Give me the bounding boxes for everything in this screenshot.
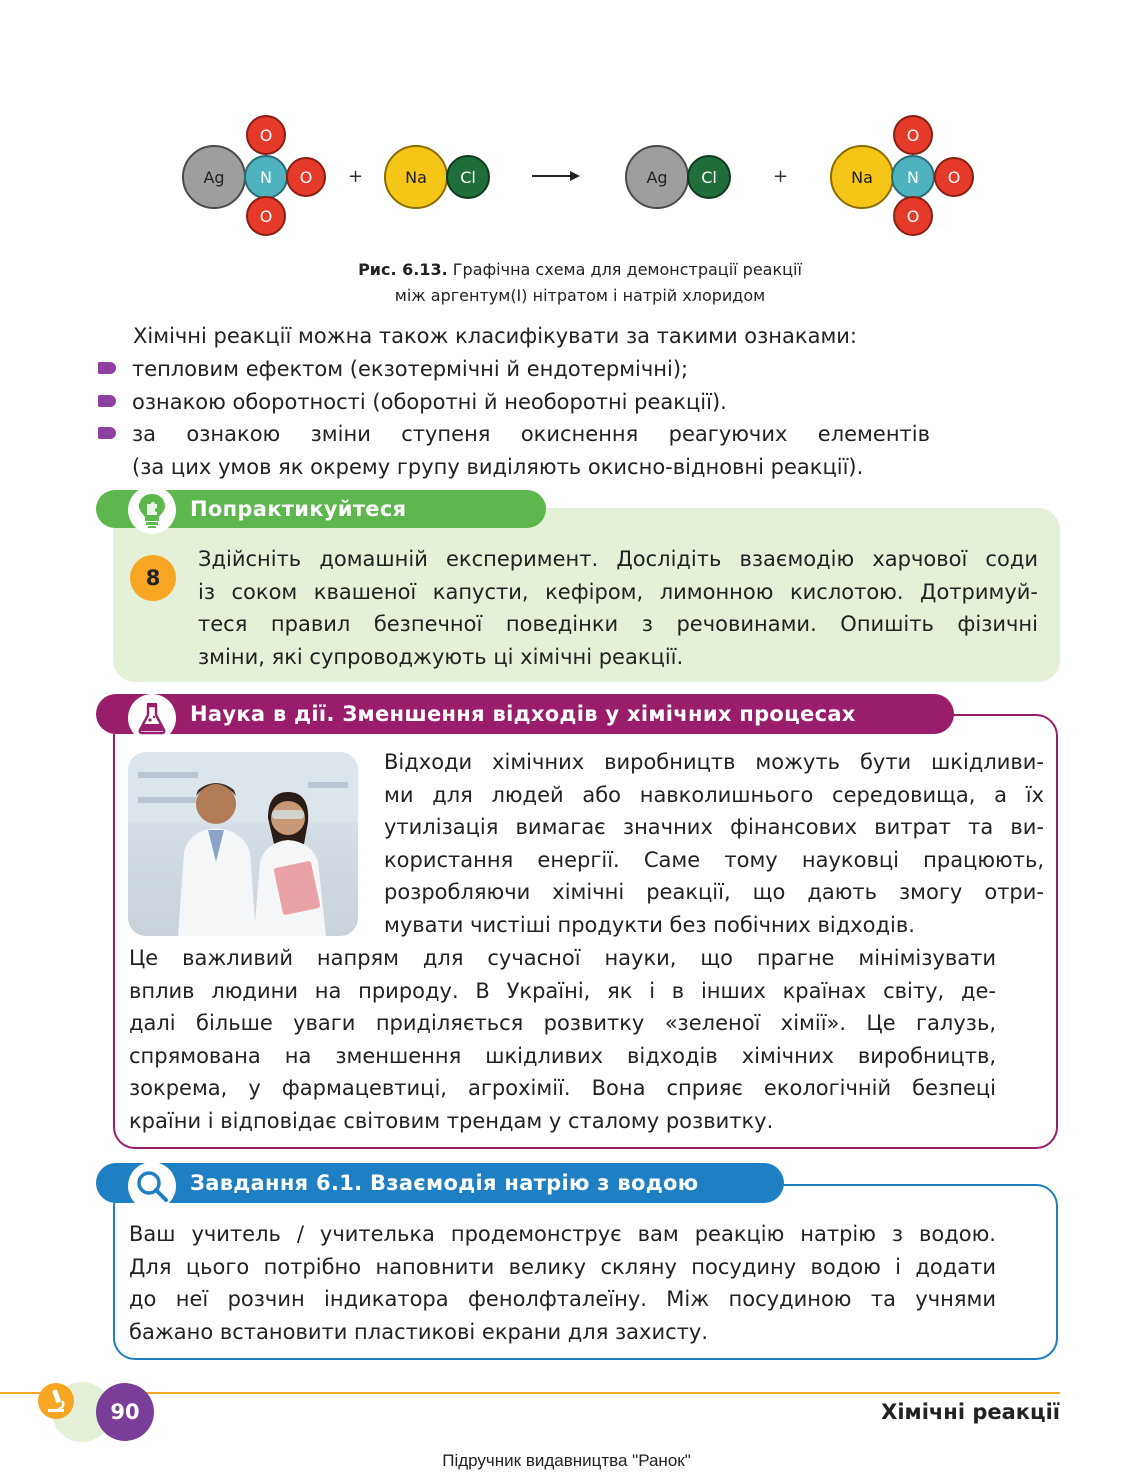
- atom-o: O: [934, 157, 974, 197]
- bullet-icon: [98, 395, 116, 407]
- practice-line: теся правил безпечної поведінки з речовинами. Опишіть фізичні: [198, 612, 1038, 636]
- atom-o: O: [893, 196, 933, 236]
- atom-ag: Ag: [182, 145, 246, 209]
- footer-microscope-icon: [38, 1383, 74, 1419]
- science-line: вплив людини на природу. В Україні, як і в інших країнах світу, де-: [129, 978, 996, 1003]
- atom-o: O: [246, 115, 286, 155]
- figure-label: Рис. 6.13.: [358, 260, 448, 279]
- atom-ag: Ag: [625, 145, 689, 209]
- flask-icon: [128, 694, 176, 742]
- atom-cl: Cl: [446, 155, 490, 199]
- science-line: Відходи хімічних виробництв можуть бути шкідливи-: [384, 750, 1044, 774]
- science-line: ми для людей або навколишнього середовища, а їх: [384, 782, 1044, 807]
- atom-cl: Cl: [687, 155, 731, 199]
- practice-line: зміни, які супроводжують ці хімічні реакції.: [198, 644, 684, 669]
- footer-divider: [0, 1392, 1060, 1394]
- practice-title: Попрактикуйтеся: [190, 497, 407, 521]
- chapter-title: Хімічні реакції: [881, 1400, 1060, 1424]
- science-line: Це важливий напрям для сучасної науки, що прагне мінімізувати: [129, 946, 996, 970]
- list-item-text: ознакою оборотності (оборотні й необоротні реакції).: [132, 390, 727, 414]
- plus-sign: +: [348, 166, 364, 187]
- lightbulb-puzzle-icon: [128, 486, 176, 534]
- science-line: мувати чистіші продукти без побічних відходів.: [384, 912, 915, 937]
- atom-o: O: [286, 157, 326, 197]
- caption-line-1: Графічна схема для демонстрації реакції: [452, 260, 802, 279]
- task-text: [129, 1218, 996, 1348]
- caption-line-2: між аргентум(І) нітратом і натрій хлоридом: [394, 286, 766, 305]
- plus-sign: +: [773, 166, 789, 187]
- list-item-text: тепловим ефектом (екзотермічні й ендотермічні);: [132, 357, 689, 381]
- magnifier-icon: [128, 1162, 176, 1210]
- science-side-text: [384, 746, 1044, 941]
- atom-o: O: [893, 115, 933, 155]
- figure-caption: [260, 257, 900, 309]
- science-line: далі більше уваги приділяється розвитку «зеленої хімії». Це галузь,: [129, 1011, 996, 1035]
- scientists-photo: [128, 752, 358, 936]
- atom-n: N: [244, 155, 288, 199]
- task-line: до неї розчин індикатора фенолфталеїну. Між посудиною та учнями: [129, 1287, 996, 1311]
- practice-line: Здійсніть домашній експеримент. Дослідіть взаємодію харчової соди: [198, 547, 1038, 571]
- practice-text: [198, 543, 1038, 673]
- bullet-icon: [98, 427, 116, 439]
- task-number-badge: 8: [130, 555, 176, 601]
- task-line: Ваш учитель / учителька продемонструє вам реакцію натрію з водою.: [129, 1222, 996, 1246]
- science-line: зокрема, у фармацевтиці, агрохімії. Вона сприяє екологічній безпеці: [129, 1076, 996, 1100]
- intro-text: Хімічні реакції можна також класифікувати за такими ознаками:: [133, 324, 858, 348]
- list-item-text: за ознакою зміни ступеня окиснення реагуючих елементів: [132, 422, 930, 446]
- atom-o: O: [246, 196, 286, 236]
- science-full-text: [129, 942, 996, 1137]
- bullet-icon: [98, 362, 116, 374]
- task-title: Завдання 6.1. Взаємодія натрію з водою: [190, 1171, 699, 1195]
- list-item-continuation: (за цих умов як окрему групу виділяють окисно-відновні реакції).: [132, 455, 864, 479]
- science-line: розробляючи хімічні реакції, що дають змогу отри-: [384, 880, 1044, 904]
- science-line: країни і відповідає світовим трендам у сталому розвитку.: [129, 1108, 774, 1133]
- atom-n: N: [891, 155, 935, 199]
- practice-line: із соком квашеної капусти, кефіром, лимонною кислотою. Дотримуй-: [198, 579, 1038, 604]
- atom-na: Na: [384, 145, 448, 209]
- reaction-arrow-icon: [530, 168, 582, 184]
- science-line: спрямована на зменшення шкідливих відходів хімічних виробництв,: [129, 1043, 996, 1068]
- atom-na: Na: [830, 145, 894, 209]
- page-number: 90: [96, 1383, 154, 1441]
- publisher-note: Підручник видавництва "Ранок": [442, 1451, 691, 1470]
- science-line: користання енергії. Саме тому науковці працюють,: [384, 847, 1044, 872]
- task-line: Для цього потрібно наповнити велику скляну посудину водою і додати: [129, 1254, 996, 1279]
- science-line: утилізація вимагає значних фінансових витрат та ви-: [384, 815, 1044, 839]
- task-line: бажано встановити пластикові екрани для захисту.: [129, 1319, 709, 1344]
- science-title: Наука в дії. Зменшення відходів у хімічних процесах: [190, 702, 856, 726]
